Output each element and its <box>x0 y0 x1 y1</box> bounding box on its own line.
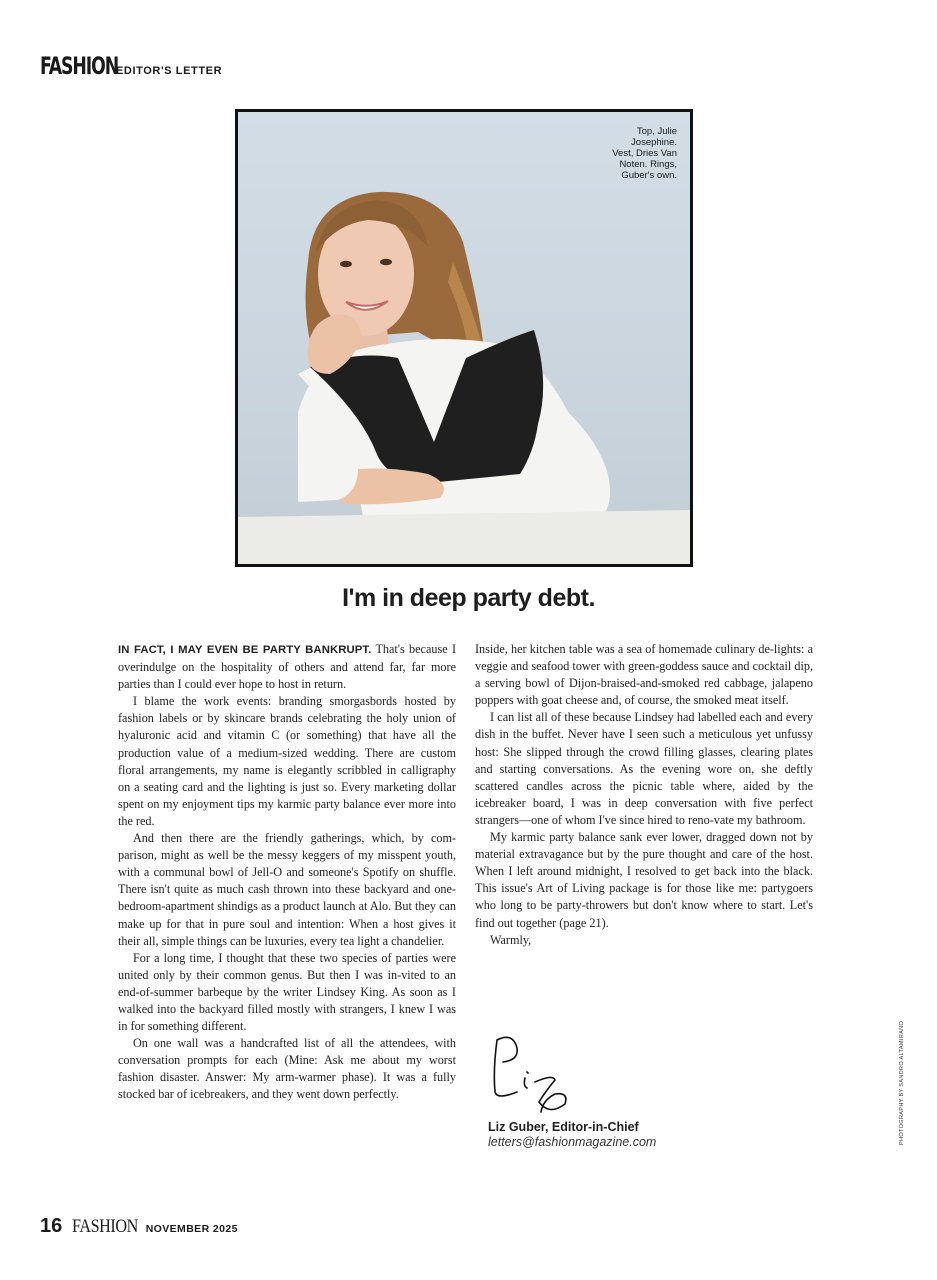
page-number: 16 <box>40 1215 63 1237</box>
article-paragraph: My karmic party balance sank ever lower, dragged down not by material extravagance but by the pure thought and care of the host. When I left around midnight, I resolved to get back into the black. This issue's Art of Living package is for those like me: partygoers who long to be party-throwers but don't know where to start. Let's find out together (page 21). <box>475 830 813 930</box>
article-paragraph: And then there are the friendly gatherings, which, by com-parison, might as well be the messy keggers of my misspent youth, with a communal bowl of Jell-O and someone's Spotify on shuffle. There isn't quite as much cash thrown into these backyard and one-bedroom-apartment shindigs as a product launch at Alo. But they can make up for that in pure soul and intention: When a host gives it their all, simple things can be luxuries, every tea light a chandelier. <box>118 831 456 948</box>
closing-line: Warmly, <box>490 932 532 947</box>
photo-credit-line: Top, Julie <box>636 126 677 137</box>
signature-email[interactable]: letters@fashionmagazine.com <box>488 1135 657 1149</box>
article-column-right <box>475 641 813 949</box>
section-header <box>40 52 222 80</box>
article-paragraph: I blame the work events: branding smorgasbords hosted by fashion labels or by skincare brands celebrating the holy union of hyaluronic acid and vitamin C (or something) that have all the production value of a medium-sized wedding. There are custom floral arrangements, my name is elegantly scribbled in calligraphy on a seating card and the lighting is just so. Every marketing dollar spent on my enjoyment tips my karmic party balance ever more into the red. <box>118 694 456 828</box>
article-paragraph: I can list all of these because Lindsey had labelled each and every dish in the buffet. Never have I seen such a meticulous yet unfussy host: She slipped through the crowd filling glasses, clearing plates and starting conversations. As the evening wore on, she deftly scattered candles across the picnic table where, aided by the icebreaker board, I was in deep conversation with five perfect strangers—one of whom I've since hired to reno-vate my bathroom. <box>475 710 813 827</box>
article-paragraph: For a long time, I thought that these two species of parties were united only by their common genus. But then I was in-vited to an end-of-summer barbeque by the writer Lindsey King. As soon as I walked into the backyard filled mostly with strangers, I knew I was in for something different. <box>118 950 456 1034</box>
photo-credit-line: Josephine. <box>631 137 677 148</box>
portrait-photo <box>235 109 693 567</box>
signature-name: Liz Guber, Editor-in-Chief <box>488 1120 639 1134</box>
photo-credit-line: Vest, Dries Van <box>612 148 677 159</box>
footer-issue-date: NOVEMBER 2025 <box>145 1223 238 1235</box>
handwritten-signature <box>483 1030 583 1120</box>
section-subtitle: EDITOR'S LETTER <box>116 65 223 77</box>
photography-credit: PHOTOGRAPHY BY SANDRO ALTAMIRANO <box>899 1020 905 1145</box>
lead-paragraph-text: That's because I overindulge on the hospitality of others and attend far, far more parties than I could ever hope to host in return. <box>118 642 457 692</box>
article-column-left <box>118 641 456 1104</box>
lead-in: IN FACT, I MAY EVEN BE PARTY BANKRUPT. <box>118 644 372 656</box>
page-footer <box>40 1215 238 1238</box>
article-headline: I'm in deep party debt. <box>342 584 595 612</box>
section-title: FASHION <box>40 52 119 80</box>
footer-magazine-name: FASHION <box>72 1216 139 1237</box>
photo-credit <box>567 126 677 181</box>
article-paragraph <box>118 641 456 693</box>
article-paragraph: Inside, her kitchen table was a sea of homemade culinary de-lights: a veggie and seafood tower with green-goddess sauce and cocktail dip, a serving bowl of Dijon-braised-and-smoked red cabbage, jalapeno poppers with goat cheese and, of course, the smoked meat itself. <box>475 642 813 708</box>
photo-credit-line: Guber's own. <box>621 170 677 181</box>
article-paragraph: On one wall was a handcrafted list of all the attendees, with conversation prompts for each (Mine: Ask me about my worst fashion disaster. Answer: My arm-warmer phase). It was a fully stocked bar of icebreakers, and they went down perfectly. <box>118 1036 456 1102</box>
photo-credit-line: Noten. Rings, <box>619 159 677 170</box>
